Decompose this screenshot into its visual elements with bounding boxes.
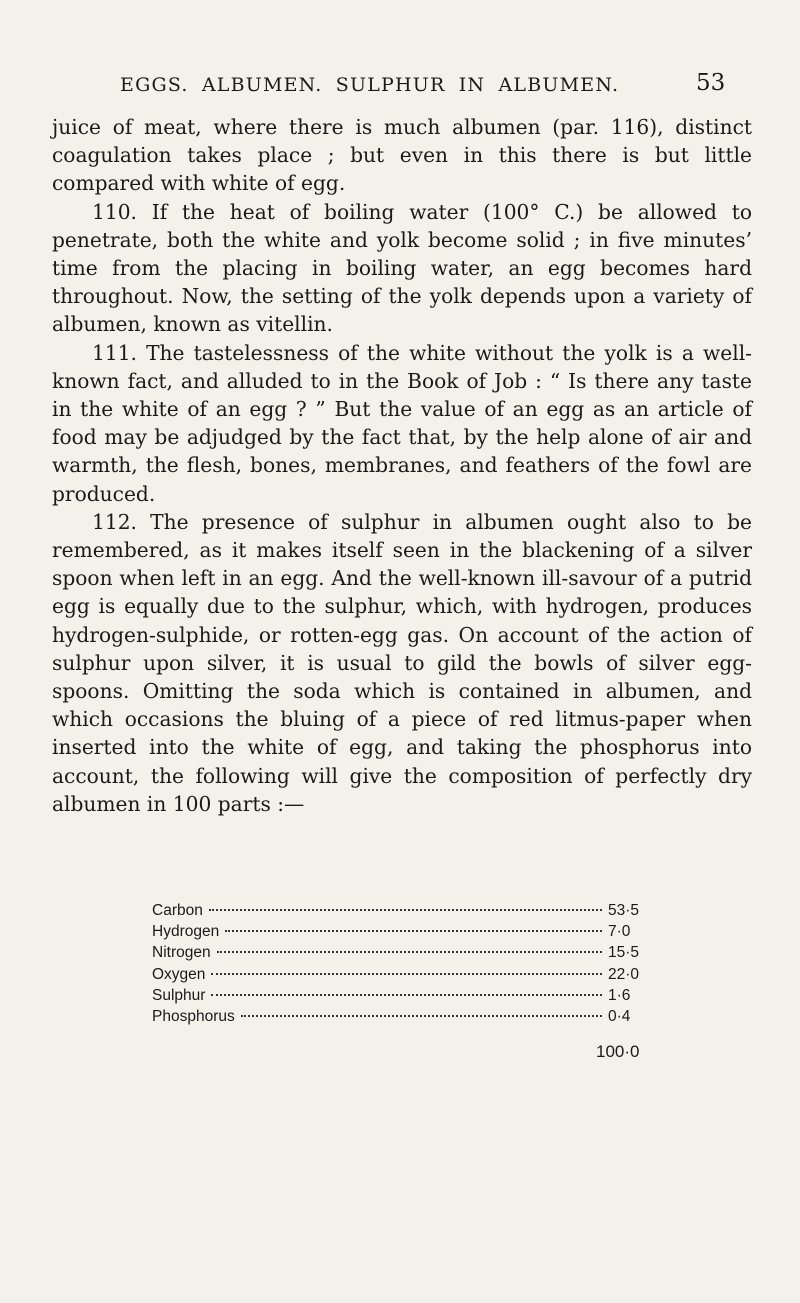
composition-table	[152, 902, 652, 1029]
running-header: EGGS. ALBUMEN. SULPHUR IN ALBUMEN.	[120, 74, 620, 96]
dot-leader	[211, 994, 602, 996]
element-name: Sulphur	[152, 986, 206, 1004]
paragraph-112: 112. The presence of sulphur in albumen ought also to be remembered, as it makes itself seen in the blackening of a silver spoon when left in an egg. And the well-known ill-savour of a putrid egg is equally due to the sulphur, which, with hydrogen, produces hydrogen-sulphide, or rotten-egg gas. On account of the action of sulphur upon silver, it is usual to gild the bowls of silver egg-spoons. Omitting the soda which is contained in albumen, and which occasions the bluing of a piece of red litmus-paper when inserted into the white of egg, and taking the phosphorus into account, the following will give the composition of perfectly dry albumen in 100 parts :—	[52, 509, 752, 816]
dot-leader	[209, 909, 602, 911]
dot-leader	[241, 1015, 602, 1017]
composition-total: 100·0	[596, 1042, 640, 1061]
element-value: 1·6	[608, 986, 631, 1004]
table-row	[152, 923, 652, 944]
paragraph-110: 110. If the heat of boiling water (100° C.) be allowed to penetrate, both the white and yolk become solid ; in five minutes’ time from the placing in boiling water, an egg becomes hard throughout. Now, the setting of the yolk depends upon a variety of albumen, known as vitellin.	[52, 199, 752, 337]
element-name: Hydrogen	[152, 923, 220, 941]
paragraph-111: 111. The tastelessness of the white without the yolk is a well-known fact, and alluded to in the Book of Job : “ Is there any taste in the white of an egg ? ” But the value of an egg as an article of food may be adjudged by the fact that, by the help alone of air and warmth, the flesh, bones, membranes, and feathers of the fowl are produced.	[52, 340, 752, 506]
table-row	[152, 902, 652, 923]
element-name: Nitrogen	[152, 944, 211, 962]
table-row	[152, 1008, 652, 1029]
table-row	[152, 987, 652, 1008]
page-number: 53	[696, 70, 726, 96]
table-row	[152, 944, 652, 965]
body-text	[52, 113, 752, 818]
element-name: Oxygen	[152, 965, 206, 983]
element-name: Carbon	[152, 902, 203, 919]
element-value: 7·0	[608, 923, 631, 941]
element-value: 0·4	[608, 1007, 631, 1025]
paragraph-continuation: juice of meat, where there is much albumen (par. 116), distinct coagulation takes place ; but even in this there is but little compared with white of egg.	[52, 115, 752, 196]
dot-leader	[225, 930, 602, 932]
element-value: 22·0	[608, 965, 640, 983]
table-row	[152, 966, 652, 987]
dot-leader	[211, 973, 602, 975]
element-value: 15·5	[608, 944, 640, 962]
element-name: Phosphorus	[152, 1007, 235, 1025]
dot-leader	[217, 951, 602, 953]
element-value: 53·5	[608, 902, 640, 919]
